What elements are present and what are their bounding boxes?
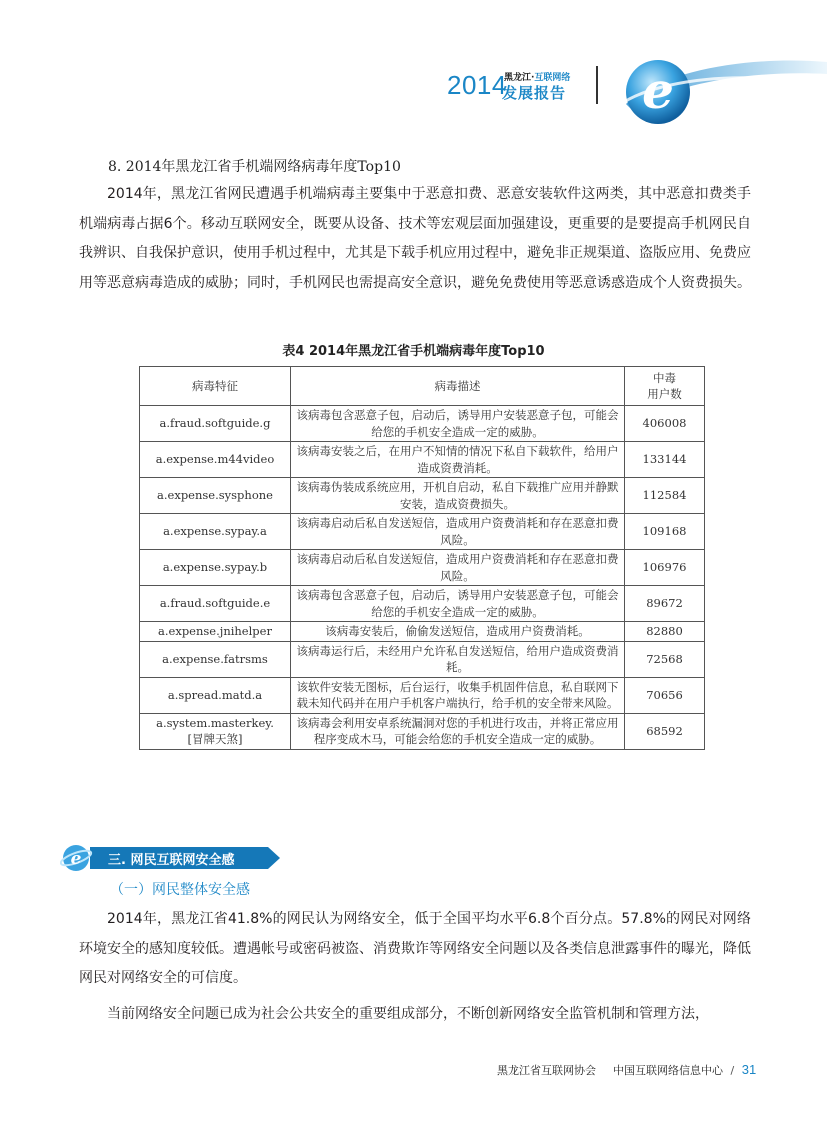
infected-users-cell: 109168 <box>625 514 705 550</box>
continuation-paragraph: 当前网络安全问题已成为社会公共安全的重要组成部分，不断创新网络安全监管机制和管理方法， <box>107 1006 709 1022</box>
footer-separator: / <box>730 1064 735 1077</box>
infected-users-cell: 70656 <box>625 677 705 713</box>
infected-users-cell: 406008 <box>625 406 705 442</box>
virus-name-cell: a.system.masterkey. [冒牌天煞] <box>140 713 291 749</box>
subtitle-region: 黑龙江· <box>504 73 535 83</box>
table-row <box>140 713 705 749</box>
table-row <box>140 641 705 677</box>
virus-name-cell: a.fraud.softguide.g <box>140 406 291 442</box>
virus-description-cell: 该病毒包含恶意子包，启动后，诱导用户安装恶意子包，可能会给您的手机安全造成一定的威胁。 <box>291 406 625 442</box>
virus-description-cell: 该病毒启动后私自发送短信，造成用户资费消耗和存在恶意扣费风险。 <box>291 550 625 586</box>
virus-name-cell: a.expense.sypay.a <box>140 514 291 550</box>
report-year: 2014 <box>447 70 507 100</box>
footer-org-2: 中国互联网络信息中心 <box>613 1064 723 1077</box>
header-virus-description: 病毒描述 <box>291 367 625 406</box>
virus-name-cell: a.expense.fatrsms <box>140 641 291 677</box>
page-number: 31 <box>741 1062 757 1077</box>
virus-description-cell: 该病毒包含恶意子包，启动后，诱导用户安装恶意子包，可能会给您的手机安全造成一定的威胁。 <box>291 586 625 622</box>
virus-description-cell: 该病毒安装之后，在用户不知情的情况下私自下载软件，给用户造成资费消耗。 <box>291 442 625 478</box>
svg-text:e: e <box>642 61 674 120</box>
table-row <box>140 478 705 514</box>
header-virus-feature: 病毒特征 <box>140 367 291 406</box>
infected-users-cell: 106976 <box>625 550 705 586</box>
table-row <box>140 514 705 550</box>
table-row <box>140 406 705 442</box>
table-row <box>140 622 705 642</box>
table-row <box>140 586 705 622</box>
virus-name-cell: a.expense.sysphone <box>140 478 291 514</box>
virus-name-cell: a.fraud.softguide.e <box>140 586 291 622</box>
virus-description-cell: 该病毒启动后私自发送短信，造成用户资费消耗和存在恶意扣费风险。 <box>291 514 625 550</box>
table-row <box>140 442 705 478</box>
header-infected-users: 中毒 用户数 <box>625 367 705 406</box>
section-title: 8. 2014年黑龙江省手机端网络病毒年度Top10 <box>108 159 401 175</box>
infected-users-cell: 82880 <box>625 622 705 642</box>
virus-name-cell: a.expense.sypay.b <box>140 550 291 586</box>
virus-description-cell: 该病毒运行后，未经用户允许私自发送短信，给用户造成资费消耗。 <box>291 641 625 677</box>
virus-table <box>139 366 705 750</box>
page-footer <box>497 1062 756 1078</box>
infected-users-cell: 72568 <box>625 641 705 677</box>
infected-users-cell: 133144 <box>625 442 705 478</box>
virus-description-cell: 该软件安装无图标，后台运行，收集手机固件信息，私自联网下载未知代码并在用户手机客户端执行，给手机的安全带来风险。 <box>291 677 625 713</box>
header-divider <box>596 66 598 104</box>
infected-users-cell: 68592 <box>625 713 705 749</box>
table-header-row <box>140 367 705 406</box>
table-caption: 表4 2014年黑龙江省手机端病毒年度Top10 <box>282 344 545 359</box>
section-banner-title: 三. 网民互联网安全感 <box>108 853 235 868</box>
virus-description-cell: 该病毒安装后，偷偷发送短信，造成用户资费消耗。 <box>291 622 625 642</box>
report-subtitle-main: 发展报告 <box>502 84 567 102</box>
intro-paragraph: 2014年，黑龙江省网民遭遇手机端病毒主要集中于恶意扣费、恶意安装软件这两类，其中恶意扣费类手机端病毒占据6个。移动互联网安全，既要从设备、技术等宏观层面加强建设，更重要的是要提高手机网民自我辨识、自我保护意识，使用手机过程中，尤其是下载手机应用过程中，避免非正规渠道、盗版应用、免费应用等恶意病毒造成的威胁；同时，手机网民也需提高安全意识，避免免费使用等恶意诱惑造成个人资费损失。 <box>79 186 751 291</box>
safety-paragraph: 2014年，黑龙江省41.8%的网民认为网络安全，低于全国平均水平6.8个百分点。57.8%的网民对网络环境安全的感知度较低。遭遇帐号或密码被盗、消费欺诈等网络安全问题以及各类信息泄露事件的曝光，降低网民对网络安全的可信度。 <box>79 911 751 986</box>
virus-name-cell: a.expense.jnihelper <box>140 622 291 642</box>
svg-text:e: e <box>70 849 82 869</box>
virus-description-cell: 该病毒会利用安卓系统漏洞对您的手机进行攻击，并将正常应用程序变成木马，可能会给您的手机安全造成一定的威胁。 <box>291 713 625 749</box>
table-row <box>140 550 705 586</box>
infected-users-cell: 112584 <box>625 478 705 514</box>
infected-users-cell: 89672 <box>625 586 705 622</box>
internet-e-logo <box>606 48 827 128</box>
footer-org-1: 黑龙江省互联网协会 <box>497 1064 596 1077</box>
subsection-title: （一）网民整体安全感 <box>110 882 250 898</box>
table-row <box>140 677 705 713</box>
virus-name-cell: a.spread.matd.a <box>140 677 291 713</box>
virus-description-cell: 该病毒伪装成系统应用，开机自启动，私自下载推广应用并静默安装，造成资费损失。 <box>291 478 625 514</box>
virus-name-cell: a.expense.m44video <box>140 442 291 478</box>
subtitle-topic: 互联网络 <box>534 73 571 83</box>
